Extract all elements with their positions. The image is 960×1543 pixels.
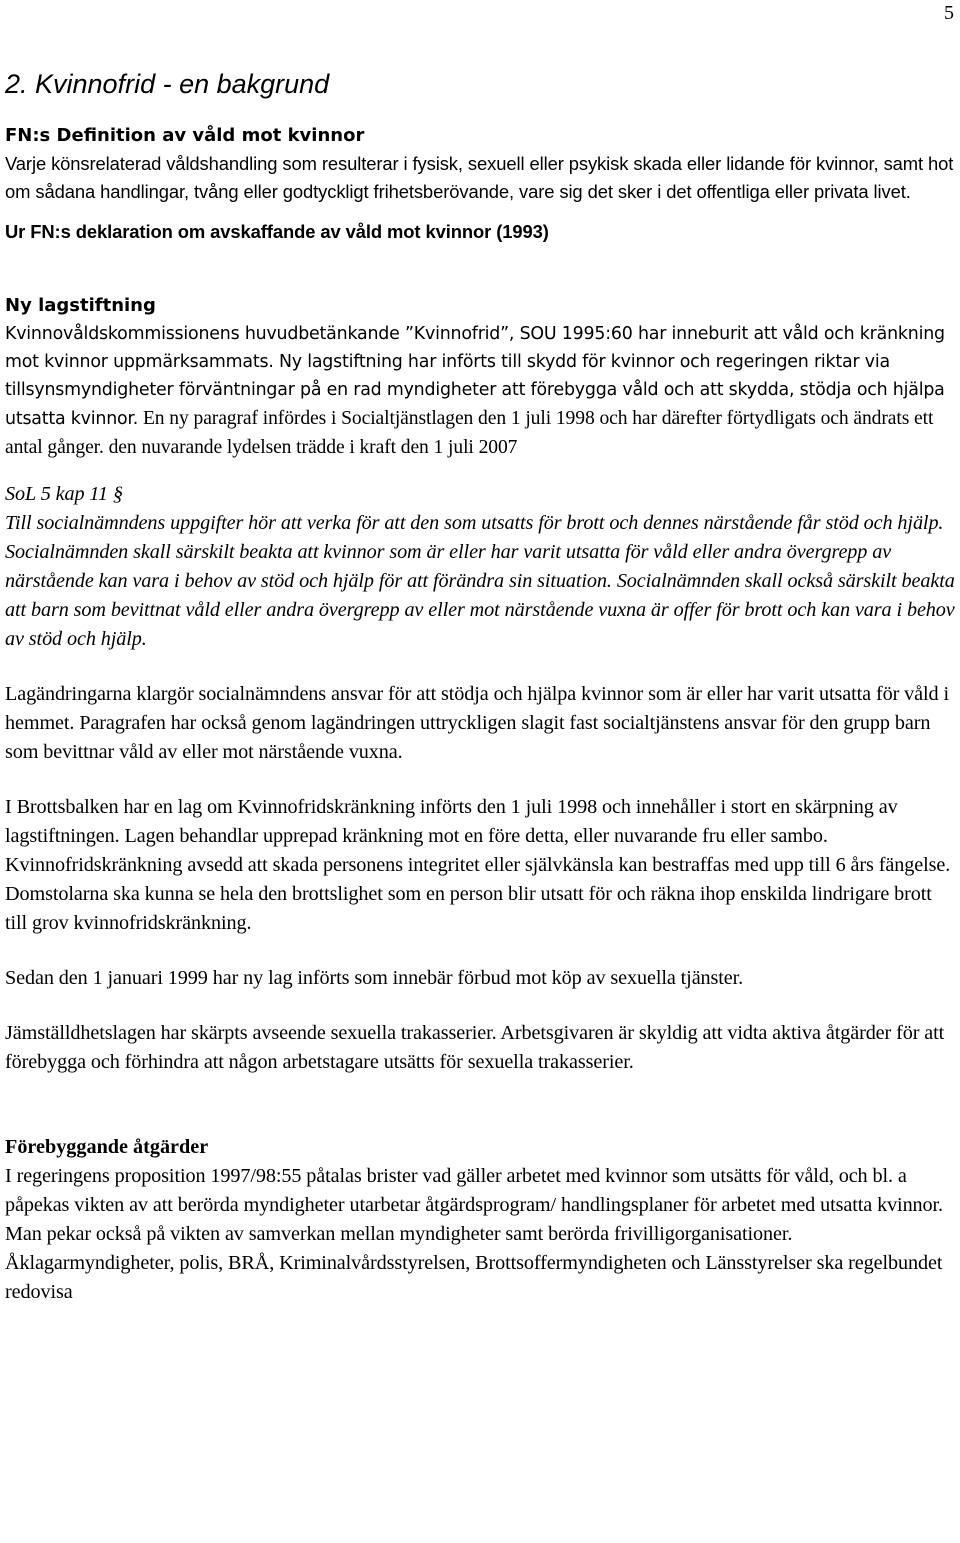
paragraph-brottsbalken: I Brottsbalken har en lag om Kvinnofridskränkning införts den 1 juli 1998 och innehåller i stort en skärpning av lagstiftningen. Lagen behandlar upprepad kränkning mot en före detta, eller nuvarande fru eller sambo. Kvinnofridskränkning avsedd att skada personens integritet eller självkänsla kan bestraffas med upp till 6 års fängelse. Domstolarna ska kunna se hela den brottslighet som en person blir utsatt för och räkna ihop enskilda lindrigare brott till grov kvinnofridskränkning. xyxy=(5,796,951,934)
new-legislation-section xyxy=(5,292,957,462)
chapter-title: 2. Kvinnofrid - en bakgrund xyxy=(5,69,330,99)
new-legislation-text xyxy=(5,320,957,462)
paragraph-lagandringarna: Lagändringarna klargör socialnämndens ansvar för att stödja och hjälpa kvinnor som är eller har varit utsatta för våld i hemmet. Paragrafen har också genom lagändringen uttryckligen slagit fast socialtjänstens ansvar för den grupp barn som bevittnar våld av eller mot närstående vuxna. xyxy=(5,683,949,763)
paragraph-jamstalldhetslagen: Jämställdhetslagen har skärpts avseende sexuella trakasserier. Arbetsgivaren är skyldig att vidta aktiva åtgärder för att förebygga och förhindra att någon arbetstagare utsätts för sexuella trakasserier. xyxy=(5,1022,945,1073)
preventive-text: I regeringens proposition 1997/98:55 påtalas brister vad gäller arbetet med kvinnor som utsätts för våld, och bl. a påpekas vikten av att berörda myndigheter utarbetar åtgärdsprogram/ handlingsplaner för arbetet med utsatta kvinnor. Man pekar också på vikten av samverkan mellan myndigheter samt berörda frivilligorganisationer. Åklagarmyndigheter, polis, BRÅ, Kriminalvårdsstyrelsen, Brottsoffermyndigheten och Länsstyrelser ska regelbundet redovisa xyxy=(5,1165,944,1303)
paragraph-sexkop: Sedan den 1 januari 1999 har ny lag införts som innebär förbud mot köp av sexuella tjänster. xyxy=(5,967,744,989)
new-legislation-text-part2: En ny paragraf infördes i Socialtjänstlagen den 1 juli 1998 och har därefter förtydligats och ändrats ett antal gånger. den nuvarande lydelsen trädde i kraft den 1 juli 2007 xyxy=(5,408,934,458)
un-definition-section xyxy=(5,122,957,246)
un-declaration-source: Ur FN:s deklaration om avskaffande av våld mot kvinnor (1993) xyxy=(5,221,549,242)
document-body xyxy=(5,66,957,1307)
new-legislation-text-part1: Kvinnovåldskommissionens huvudbetänkande ”Kvinnofrid”, SOU 1995:60 har inneburit att våld och kränkning mot kvinnor uppmärksammats. Ny lagstiftning har införts till skydd för kvinnor och regeringen riktar via tillsynsmyndigheter förväntningar på en rad myndigheter att förebygga våld och att skydda, stödja och hjälpa utsatta kvinnor. xyxy=(5,324,945,429)
preventive-heading: Förebyggande åtgärder xyxy=(5,1136,209,1158)
un-definition-text: Varje könsrelaterad våldshandling som resulterar i fysisk, sexuell eller psykisk skada eller lidande för kvinnor, samt hot om sådana handlingar, tvång eller godtyckligt frihetsberövande, vare sig det sker i det offentliga eller privata livet. xyxy=(5,153,954,202)
un-definition-heading: FN:s Definition av våld mot kvinnor xyxy=(5,125,365,146)
sol-paragraph-text: Till socialnämndens uppgifter hör att verka för att den som utsatts för brott och dennes närstående får stöd och hjälp. Socialnämnden skall särskilt beakta att kvinnor som är eller har varit utsatta för våld eller andra övergrepp av närstående kan vara i behov av stöd och hjälp för att förändra sin situation. Socialnämnden skall också särskilt beakta att barn som bevittnat våld eller andra övergrepp av eller mot närstående vuxna är offer för brott och kan vara i behov av stöd och hjälp. xyxy=(5,512,955,650)
sol-reference: SoL 5 kap 11 § xyxy=(5,483,123,505)
sol-paragraph-section xyxy=(5,480,957,654)
page-number: 5 xyxy=(944,2,954,24)
preventive-section xyxy=(5,1133,957,1307)
new-legislation-heading: Ny lagstiftning xyxy=(5,295,156,316)
